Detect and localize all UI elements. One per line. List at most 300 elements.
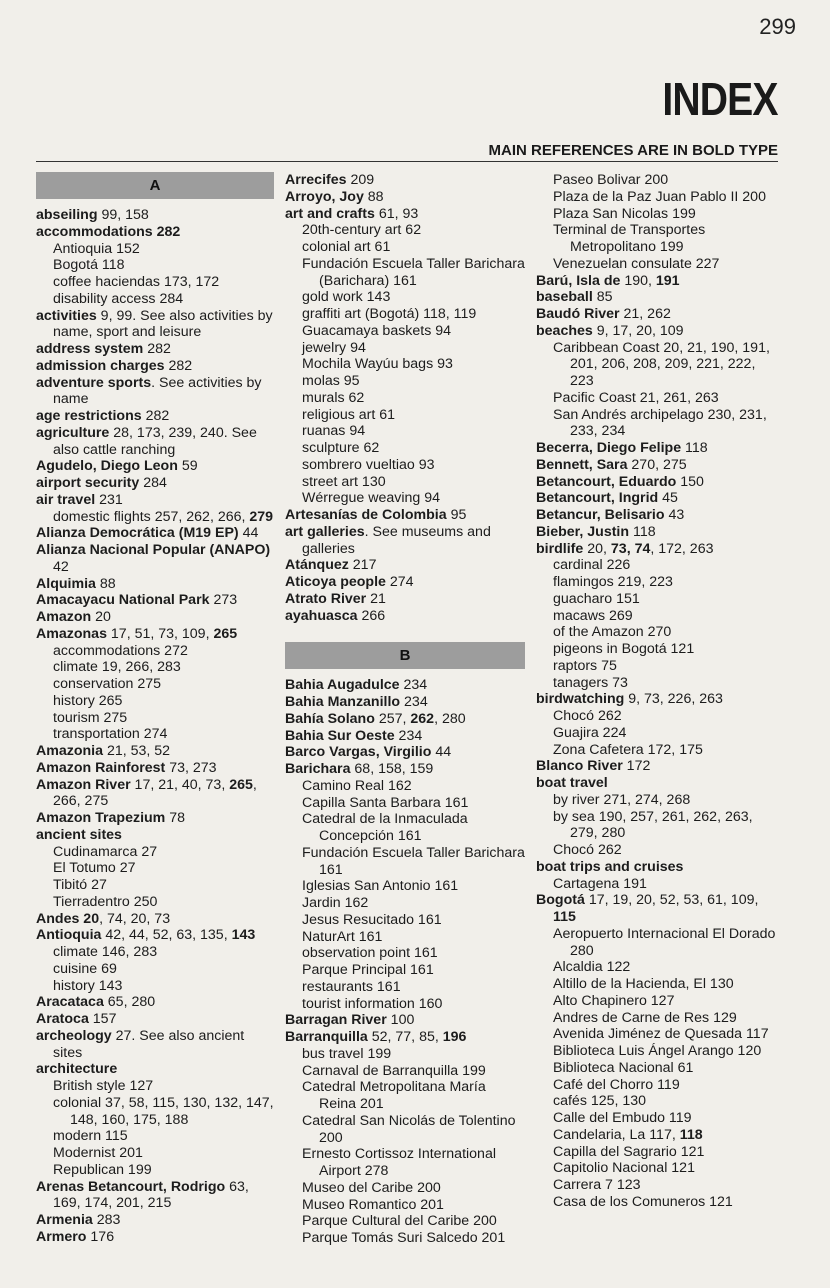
index-entry bbox=[36, 408, 274, 425]
index-entry bbox=[536, 323, 781, 340]
entry-heading: age restrictions bbox=[36, 408, 142, 424]
index-subentry bbox=[36, 659, 274, 676]
index-subentry bbox=[536, 708, 781, 725]
entry-heading: Betancourt, Ingrid bbox=[536, 490, 659, 507]
entry-text: 88 bbox=[363, 188, 384, 205]
entry-heading: address system bbox=[36, 341, 144, 357]
index-subentry bbox=[285, 778, 525, 795]
entry-heading: air travel bbox=[36, 491, 96, 508]
index-subentry bbox=[536, 842, 781, 859]
main-reference: 279 bbox=[245, 508, 274, 525]
entry-heading: Barranquilla bbox=[285, 1029, 368, 1045]
index-subentry bbox=[536, 608, 781, 625]
index-subentry bbox=[536, 809, 781, 843]
main-reference: 73, 74 bbox=[606, 540, 651, 557]
entry-text: by sea 190, 257, 261, 262, 263, 279, 280 bbox=[553, 808, 753, 842]
entry-text: restaurants 161 bbox=[302, 978, 401, 995]
entry-text: El Totumo 27 bbox=[53, 860, 136, 877]
entry-heading: abseiling bbox=[36, 207, 98, 223]
entry-text: transportation 274 bbox=[53, 726, 168, 743]
entry-heading: Baudó River bbox=[536, 306, 620, 322]
index-entry bbox=[285, 172, 525, 189]
entry-text: 9, 17, 20, 109 bbox=[592, 322, 684, 339]
entry-heading: Bahía Solano bbox=[285, 710, 375, 727]
entry-text: 28, 173, 239, 240. See also cattle ranching bbox=[53, 424, 257, 458]
index-entry bbox=[36, 458, 274, 475]
entry-text: 59 bbox=[177, 458, 198, 475]
entry-text: Ernesto Cortissoz International Airport 278 bbox=[302, 1146, 496, 1179]
letter-header: B bbox=[285, 642, 525, 669]
index-entry bbox=[36, 492, 274, 509]
main-reference: 262 bbox=[406, 710, 435, 727]
index-entry bbox=[36, 626, 274, 643]
entry-text: Venezuelan consulate 227 bbox=[553, 255, 720, 272]
entry-text: Capitolio Nacional 121 bbox=[553, 1160, 695, 1177]
entry-text: Café del Chorro 119 bbox=[553, 1076, 680, 1093]
entry-heading: activities bbox=[36, 307, 97, 324]
entry-text: Bogotá 118 bbox=[53, 257, 125, 274]
entry-text: 88 bbox=[95, 575, 116, 592]
index-subentry bbox=[536, 574, 781, 591]
index-subentry bbox=[536, 256, 781, 273]
index-subentry bbox=[536, 1194, 781, 1211]
entry-heading: adventure sports bbox=[36, 374, 152, 391]
entry-text: Antioquia 152 bbox=[53, 240, 140, 257]
index-subentry bbox=[536, 222, 781, 256]
index-entry bbox=[36, 358, 274, 375]
index-entry bbox=[36, 743, 274, 760]
entry-text: 20, bbox=[583, 540, 607, 557]
entry-heading: Becerra, Diego Felipe bbox=[536, 440, 682, 456]
entry-text: cardinal 226 bbox=[553, 557, 631, 574]
entry-text-tail: , 266, 275 bbox=[53, 776, 257, 810]
index-subentry bbox=[536, 206, 781, 223]
entry-text: Fundación Escuela Taller Barichara 161 bbox=[302, 844, 525, 878]
entry-text: colonial art 61 bbox=[302, 239, 391, 255]
entry-text: Cartagena 191 bbox=[553, 875, 647, 892]
entry-heading: Amazonia bbox=[36, 743, 104, 759]
entry-text: Mochila Wayúu bags 93 bbox=[302, 356, 453, 373]
entry-heading: beaches bbox=[536, 322, 593, 339]
entry-heading: Andes bbox=[36, 910, 80, 927]
entry-text: Catedral Metropolitana María Reina 201 bbox=[302, 1079, 486, 1112]
index-entry bbox=[285, 524, 525, 558]
index-entry bbox=[36, 760, 274, 777]
entry-text: Caribbean Coast 20, 21, 190, 191, 201, 206, 208, 209, 221, 222, 223 bbox=[553, 339, 770, 389]
index-subentry bbox=[36, 643, 274, 660]
index-subentry bbox=[285, 1063, 525, 1080]
index-subentry bbox=[536, 1077, 781, 1094]
index-subentry bbox=[285, 912, 525, 929]
index-subentry bbox=[285, 996, 525, 1013]
index-entry bbox=[285, 1029, 525, 1046]
entry-text: Avenida Jiménez de Quesada 117 bbox=[553, 1026, 769, 1043]
entry-text: Candelaria, La 117, bbox=[553, 1126, 676, 1143]
entry-text: Alto Chapinero 127 bbox=[553, 992, 675, 1009]
entry-heading: Amazon River bbox=[36, 776, 131, 793]
entry-text: 150 bbox=[676, 473, 704, 490]
index-subentry bbox=[536, 591, 781, 608]
entry-text: 42, 44, 52, 63, 135, bbox=[101, 927, 228, 944]
index-subentry bbox=[285, 945, 525, 962]
entry-text: 61, 93 bbox=[374, 205, 419, 222]
entry-text: Terminal de Transportes Metropolitano 199 bbox=[553, 222, 706, 255]
index-subentry bbox=[285, 1213, 525, 1230]
entry-heading: Bahia Manzanillo bbox=[285, 694, 401, 710]
index-subentry bbox=[285, 795, 525, 812]
index-subentry bbox=[36, 676, 274, 693]
index-subentry bbox=[536, 1010, 781, 1027]
entry-heading: boat travel bbox=[536, 775, 608, 791]
entry-heading: Alianza Nacional Popular (ANAPO) bbox=[36, 542, 271, 558]
entry-text: Capilla Santa Barbara 161 bbox=[302, 794, 469, 811]
entry-heading: Aratoca bbox=[36, 1011, 89, 1027]
entry-heading: boat trips and cruises bbox=[536, 858, 684, 875]
index-subentry bbox=[285, 340, 525, 357]
index-subentry bbox=[536, 742, 781, 759]
entry-text: 42 bbox=[53, 558, 69, 575]
index-subentry bbox=[36, 877, 274, 894]
entry-text: Museo del Caribe 200 bbox=[302, 1179, 441, 1196]
index-subentry bbox=[536, 792, 781, 809]
entry-text: of the Amazon 270 bbox=[553, 624, 672, 641]
entry-text: Guajira 224 bbox=[553, 724, 627, 741]
index-subentry bbox=[536, 1043, 781, 1060]
index-entry bbox=[285, 677, 525, 694]
index-subentry bbox=[285, 289, 525, 306]
entry-text: Altillo de la Hacienda, El 130 bbox=[553, 976, 734, 992]
index-entry bbox=[36, 1229, 274, 1246]
index-entry bbox=[36, 475, 274, 492]
entry-text: 209 bbox=[346, 172, 375, 188]
entry-text: 45 bbox=[658, 490, 678, 507]
index-entry bbox=[285, 557, 525, 574]
entry-heading: baseball bbox=[536, 289, 593, 306]
index-subentry bbox=[36, 1145, 274, 1162]
index-subentry bbox=[536, 641, 781, 658]
entry-text: coffee haciendas 173, 172 bbox=[53, 274, 220, 290]
index-subentry bbox=[36, 274, 274, 291]
index-subentry bbox=[285, 1146, 525, 1180]
entry-text: cuisine 69 bbox=[53, 960, 117, 977]
index-subentry bbox=[536, 1160, 781, 1177]
entry-text: Republican 199 bbox=[53, 1161, 152, 1178]
page-number: 299 bbox=[759, 14, 796, 39]
entry-text: flamingos 219, 223 bbox=[553, 574, 673, 590]
entry-heading: Amazonas bbox=[36, 625, 107, 642]
entry-text: 157 bbox=[88, 1011, 117, 1027]
main-reference: 143 bbox=[227, 927, 256, 944]
entry-text: 231 bbox=[95, 491, 123, 508]
main-reference: 265 bbox=[209, 625, 238, 642]
index-subentry bbox=[285, 1046, 525, 1063]
entry-text: molas 95 bbox=[302, 373, 360, 389]
entry-text-tail: , 74, 20, 73 bbox=[99, 910, 171, 927]
index-subentry bbox=[285, 390, 525, 407]
index-entry bbox=[36, 609, 274, 626]
index-subentry bbox=[285, 1113, 525, 1147]
entry-text: 21, 53, 52 bbox=[103, 743, 171, 759]
entry-text: jewelry 94 bbox=[302, 339, 366, 356]
index-subentry bbox=[36, 860, 274, 877]
index-entry bbox=[536, 758, 781, 775]
index-subentry bbox=[536, 675, 781, 692]
index-subentry bbox=[285, 407, 525, 424]
entry-text: Andres de Carne de Res 129 bbox=[553, 1009, 737, 1026]
index-entry bbox=[536, 490, 781, 507]
index-subentry bbox=[285, 323, 525, 340]
index-entry bbox=[285, 206, 525, 223]
index-entry bbox=[285, 711, 525, 728]
index-subentry bbox=[536, 1110, 781, 1127]
entry-text: history 143 bbox=[53, 977, 123, 994]
index-entry bbox=[36, 810, 274, 827]
entry-heading: architecture bbox=[36, 1061, 118, 1078]
entry-heading: Betancourt, Eduardo bbox=[536, 473, 677, 490]
entry-heading: Bennett, Sara bbox=[536, 456, 628, 473]
letter-header: A bbox=[36, 172, 274, 199]
entry-heading: airport security bbox=[36, 475, 140, 491]
entry-text: 21 bbox=[366, 590, 386, 607]
entry-text: murals 62 bbox=[302, 389, 365, 406]
index-subentry bbox=[285, 239, 525, 256]
index-entry bbox=[36, 425, 274, 459]
main-reference: 191 bbox=[651, 272, 680, 289]
entry-text: 266 bbox=[357, 607, 386, 624]
entry-text: British style 127 bbox=[53, 1078, 154, 1094]
index-subentry bbox=[285, 1230, 525, 1247]
index-entry bbox=[285, 574, 525, 591]
entry-text: 118 bbox=[681, 440, 708, 456]
entry-text: 20 bbox=[91, 609, 111, 625]
index-subentry bbox=[285, 878, 525, 895]
index-subentry bbox=[536, 390, 781, 407]
entry-text: 217 bbox=[348, 557, 377, 574]
entry-heading: Agudelo, Diego Leon bbox=[36, 458, 178, 475]
entry-text: sombrero vueltiao 93 bbox=[302, 456, 435, 473]
entry-text: 172 bbox=[622, 758, 651, 775]
entry-heading: Bogotá bbox=[536, 892, 585, 909]
entry-text: 282 bbox=[143, 341, 171, 357]
index-entry bbox=[36, 576, 274, 593]
index-subentry bbox=[536, 624, 781, 641]
index-entry bbox=[285, 728, 525, 745]
index-entry bbox=[36, 308, 274, 342]
main-reference: 20 bbox=[79, 910, 100, 927]
entry-text: 9, 73, 226, 263 bbox=[624, 691, 723, 708]
index-subentry bbox=[285, 1180, 525, 1197]
index-subentry bbox=[536, 340, 781, 390]
index-entry bbox=[36, 224, 274, 241]
entry-heading: Aticoya people bbox=[285, 574, 386, 590]
entry-text: disability access 284 bbox=[53, 290, 184, 307]
index-entry bbox=[36, 525, 274, 542]
entry-heading: Armenia bbox=[36, 1212, 93, 1228]
entry-heading: Bahia Augadulce bbox=[285, 677, 400, 694]
index-column-2 bbox=[285, 172, 525, 1247]
index-subentry bbox=[285, 845, 525, 879]
entry-heading: Aracataca bbox=[36, 994, 104, 1011]
entry-text: 17, 19, 20, 52, 53, 61, 109, bbox=[584, 892, 759, 909]
entry-text: 21, 262 bbox=[619, 306, 671, 322]
index-entry bbox=[285, 744, 525, 761]
entry-text: 73, 273 bbox=[165, 759, 217, 776]
index-subentry bbox=[536, 1026, 781, 1043]
entry-text: 65, 280 bbox=[103, 994, 156, 1011]
index-subentry bbox=[536, 725, 781, 742]
entry-text: gold work 143 bbox=[302, 289, 391, 306]
index-subentry bbox=[536, 1177, 781, 1194]
index-column-3 bbox=[536, 172, 781, 1211]
index-entry bbox=[536, 306, 781, 323]
entry-text: Zona Cafetera 172, 175 bbox=[553, 741, 703, 758]
index-entry bbox=[36, 341, 274, 358]
entry-text: Alcaldia 122 bbox=[553, 959, 631, 976]
index-subentry bbox=[536, 1060, 781, 1077]
index-subentry bbox=[36, 710, 274, 727]
entry-heading: Barco Vargas, Virgilio bbox=[285, 744, 432, 761]
index-subentry bbox=[36, 291, 274, 308]
index-entry bbox=[36, 1212, 274, 1229]
index-subentry bbox=[36, 241, 274, 258]
index-entry bbox=[36, 1028, 274, 1062]
entry-heading: Arroyo, Joy bbox=[285, 188, 364, 205]
index-subentry bbox=[285, 474, 525, 491]
entry-text: accommodations 272 bbox=[53, 642, 188, 659]
entry-text: raptors 75 bbox=[553, 657, 617, 674]
entry-text: . See museums and galleries bbox=[302, 523, 491, 557]
entry-text: 43 bbox=[664, 507, 685, 523]
entry-heading: birdlife bbox=[536, 540, 584, 557]
index-subentry bbox=[536, 407, 781, 441]
entry-text: 283 bbox=[92, 1212, 121, 1228]
entry-text: Parque Tomás Suri Salcedo 201 bbox=[302, 1230, 506, 1246]
entry-text: 257, bbox=[374, 710, 407, 727]
index-subentry bbox=[536, 993, 781, 1010]
entry-text: Parque Principal 161 bbox=[302, 962, 434, 978]
entry-text: religious art 61 bbox=[302, 406, 396, 423]
index-subentry bbox=[36, 944, 274, 961]
index-subentry bbox=[536, 557, 781, 574]
entry-heading: art galleries bbox=[285, 523, 365, 540]
entry-text: 190, bbox=[620, 272, 652, 289]
index-entry bbox=[285, 591, 525, 608]
entry-heading: ayahuasca bbox=[285, 607, 358, 624]
index-subentry bbox=[536, 658, 781, 675]
entry-text: Aeropuerto Internacional El Dorado 280 bbox=[553, 925, 776, 959]
entry-text: by river 271, 274, 268 bbox=[553, 791, 691, 808]
entry-text: Tierradentro 250 bbox=[53, 893, 158, 910]
entry-text: Chocó 262 bbox=[553, 708, 622, 724]
entry-heading: Blanco River bbox=[536, 758, 623, 775]
index-subentry bbox=[285, 457, 525, 474]
index-subentry bbox=[285, 306, 525, 323]
index-entry bbox=[285, 761, 525, 778]
index-entry bbox=[536, 859, 781, 876]
index-subentry bbox=[285, 423, 525, 440]
index-subentry bbox=[536, 1144, 781, 1161]
entry-heading: Betancur, Belisario bbox=[536, 507, 665, 523]
index-entry bbox=[36, 911, 274, 928]
entry-text: 20th-century art 62 bbox=[302, 222, 422, 239]
entry-heading: Alianza Democrática (M19 EP) bbox=[36, 525, 239, 542]
entry-text: 99, 158 bbox=[97, 207, 149, 223]
entry-text: modern 115 bbox=[53, 1128, 128, 1145]
entry-text: 27. See also ancient sites bbox=[53, 1027, 245, 1061]
index-subentry bbox=[285, 440, 525, 457]
entry-text: sculpture 62 bbox=[302, 440, 380, 456]
page-title: INDEX bbox=[662, 73, 778, 125]
entry-text: Guacamaya baskets 94 bbox=[302, 322, 452, 339]
index-subentry bbox=[536, 876, 781, 893]
entry-text: conservation 275 bbox=[53, 676, 162, 692]
index-entry bbox=[536, 474, 781, 491]
entry-text: Plaza de la Paz Juan Pablo II 200 bbox=[553, 188, 766, 205]
index-subentry bbox=[536, 189, 781, 206]
index-subentry bbox=[285, 356, 525, 373]
entry-text: Biblioteca Luis Ángel Arango 120 bbox=[553, 1043, 762, 1059]
index-subentry bbox=[36, 844, 274, 861]
entry-text: 282 bbox=[141, 408, 170, 424]
entry-text: Chocó 262 bbox=[553, 842, 622, 858]
entry-text: Camino Real 162 bbox=[302, 777, 412, 794]
entry-heading: ancient sites bbox=[36, 826, 122, 843]
entry-heading: Alquimia bbox=[36, 575, 96, 592]
entry-text: 9, 99. See also activities by name, sport and leisure bbox=[53, 307, 273, 341]
entry-text: graffiti art (Bogotá) 118, 119 bbox=[302, 306, 477, 322]
index-subentry bbox=[285, 1079, 525, 1113]
entry-heading: Bieber, Justin bbox=[536, 523, 630, 540]
entry-text: Pacific Coast 21, 261, 263 bbox=[553, 389, 719, 406]
index-subentry bbox=[36, 978, 274, 995]
index-subentry bbox=[285, 373, 525, 390]
entry-text: 17, 51, 73, 109, bbox=[106, 625, 210, 642]
entry-heading: accommodations bbox=[36, 223, 153, 240]
entry-text: tourist information 160 bbox=[302, 995, 443, 1012]
index-subentry bbox=[36, 509, 274, 526]
entry-text: Jesus Resucitado 161 bbox=[302, 911, 442, 928]
entry-text: 100 bbox=[386, 1012, 415, 1029]
index-entry bbox=[285, 608, 525, 625]
entry-heading: Amazon Trapezium bbox=[36, 810, 166, 826]
entry-heading: archeology bbox=[36, 1027, 112, 1044]
entry-heading: Amazon Rainforest bbox=[36, 759, 166, 776]
index-entry bbox=[285, 507, 525, 524]
index-subentry bbox=[536, 959, 781, 976]
entry-text: 44 bbox=[238, 525, 259, 542]
index-subentry bbox=[36, 1095, 274, 1129]
entry-text: 270, 275 bbox=[627, 456, 687, 473]
index-subentry bbox=[36, 693, 274, 710]
entry-text: 234 bbox=[400, 694, 428, 710]
entry-text: Museo Romantico 201 bbox=[302, 1196, 444, 1213]
index-entry bbox=[36, 1011, 274, 1028]
index-column-1 bbox=[36, 172, 274, 1246]
entry-text: colonial 37, 58, 115, 130, 132, 147, 148, 160, 175, 188 bbox=[53, 1094, 274, 1128]
entry-text: climate 146, 283 bbox=[53, 944, 158, 960]
index-entry bbox=[36, 927, 274, 944]
index-entry bbox=[36, 1179, 274, 1213]
entry-text: Plaza San Nicolas 199 bbox=[553, 205, 696, 222]
entry-text: 234 bbox=[394, 727, 423, 744]
index-entry bbox=[36, 1061, 274, 1078]
index-entry bbox=[536, 507, 781, 524]
entry-heading: Amacayacu National Park bbox=[36, 592, 210, 609]
entry-text: bus travel 199 bbox=[302, 1045, 392, 1062]
entry-text: 63, 169, 174, 201, 215 bbox=[53, 1178, 249, 1212]
entry-text: observation point 161 bbox=[302, 945, 438, 962]
entry-text: Biblioteca Nacional 61 bbox=[553, 1059, 694, 1076]
